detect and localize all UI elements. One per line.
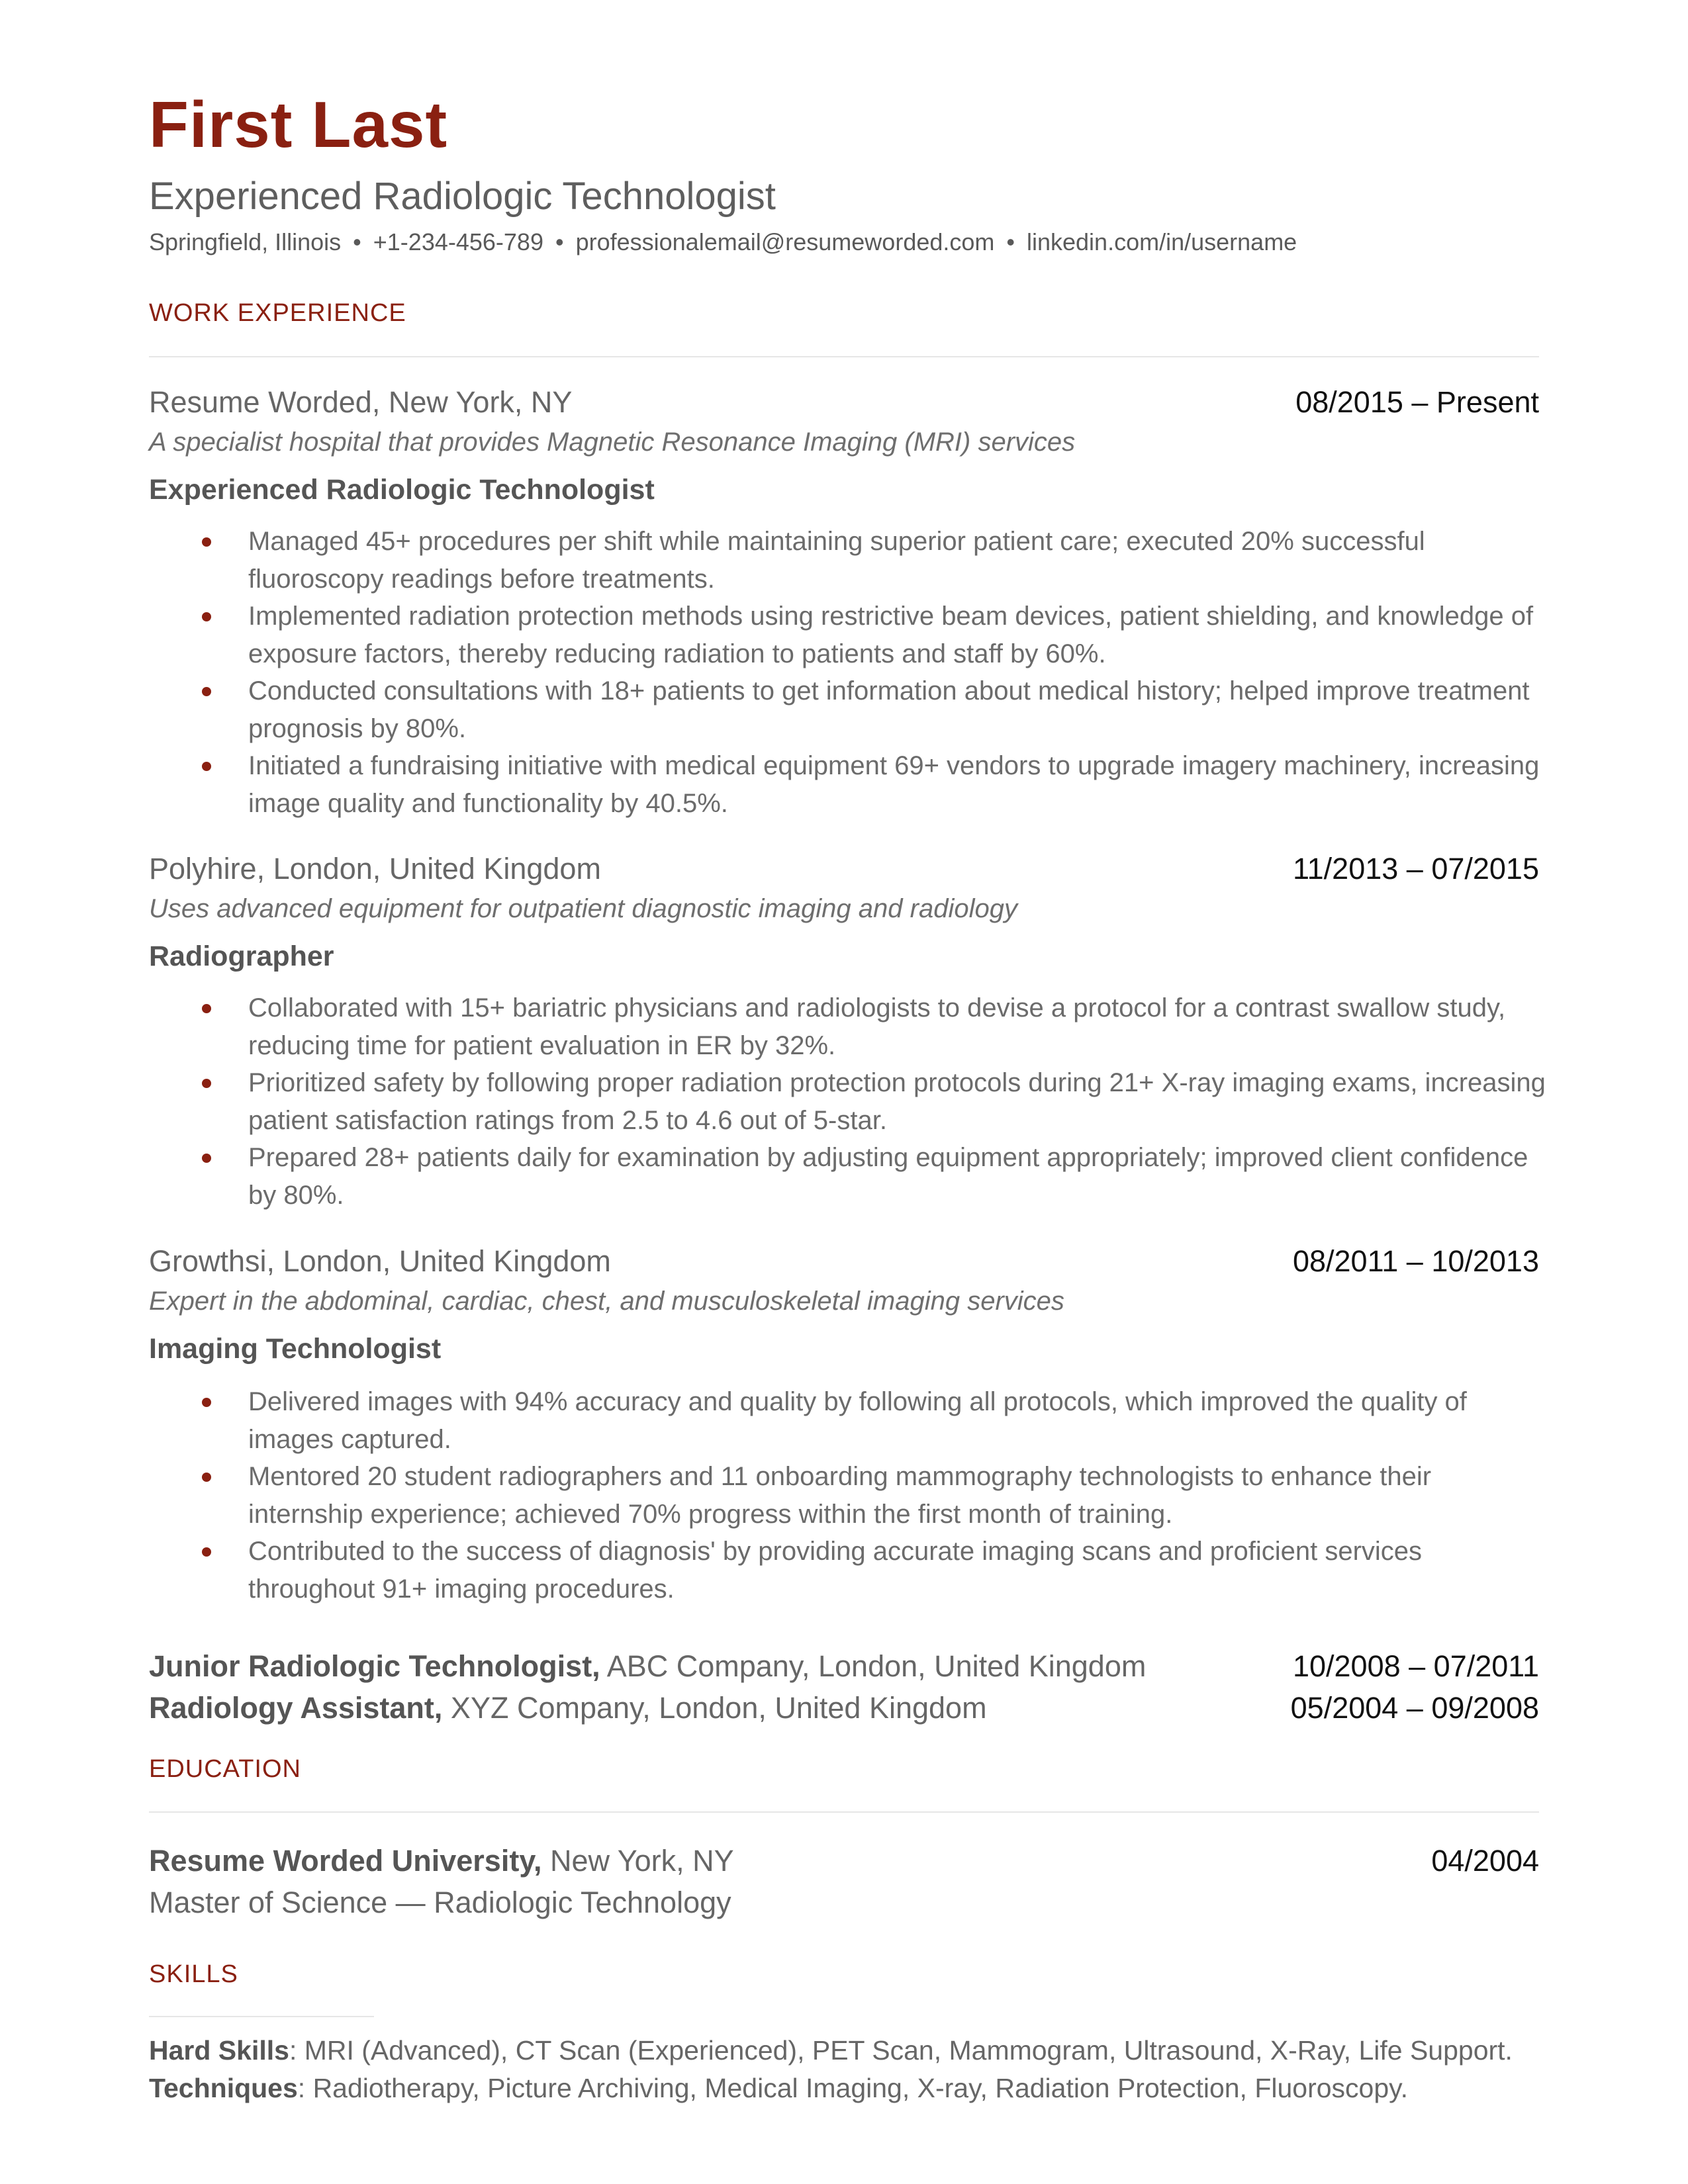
bullet-dot-icon xyxy=(202,1154,211,1163)
education-date: 04/2004 xyxy=(1431,1844,1539,1878)
skills-hard xyxy=(149,2032,1513,2069)
job-description: A specialist hospital that provides Magnetic Resonance Imaging (MRI) services xyxy=(149,428,1076,457)
earlier-role-line xyxy=(149,1648,1146,1685)
skills-tech-value: : Radiotherapy, Picture Archiving, Medical Imaging, X-ray, Radiation Protection, Fluoroscopy. xyxy=(297,2073,1408,2103)
education-school: Resume Worded University, xyxy=(149,1844,542,1878)
job-date: 11/2013 – 07/2015 xyxy=(1292,852,1539,886)
bullet-dot-icon xyxy=(202,1079,211,1088)
skills-hard-value: : MRI (Advanced), CT Scan (Experienced), PET Scan, Mammogram, Ultrasound, X-Ray, Life Support. xyxy=(289,2035,1513,2066)
job-bullets xyxy=(149,1383,1546,1608)
bullet-item: Initiated a fundraising initiative with medical equipment 69+ vendors to upgrade imagery machinery, increasing image quality and functionality by 40.5%. xyxy=(149,747,1546,822)
section-divider xyxy=(149,2016,374,2017)
job-role: Radiographer xyxy=(149,940,334,972)
contact-separator: • xyxy=(1006,228,1015,255)
earlier-role-title: Radiology Assistant, xyxy=(149,1691,443,1725)
contact-location: Springfield, Illinois xyxy=(149,228,342,255)
earlier-role-company: XYZ Company, London, United Kingdom xyxy=(442,1691,987,1725)
bullet-item: Prioritized safety by following proper radiation protection protocols during 21+ X-ray imaging exams, increasing patient satisfaction ratings from 2.5 to 4.6 out of 5-star. xyxy=(149,1064,1546,1139)
bullet-item: Prepared 28+ patients daily for examination by adjusting equipment appropriately; improved client confidence by 80%. xyxy=(149,1139,1546,1214)
job-bullets xyxy=(149,523,1546,822)
bullet-dot-icon xyxy=(202,1398,211,1407)
contact-linkedin[interactable]: linkedin.com/in/username xyxy=(1027,228,1297,255)
contact-line xyxy=(149,226,1297,258)
contact-separator: • xyxy=(353,228,361,255)
bullet-item: Contributed to the success of diagnosis' by providing accurate imaging scans and proficient services throughout 91+ imaging procedures. xyxy=(149,1533,1546,1608)
bullet-dot-icon xyxy=(202,1473,211,1482)
candidate-title: Experienced Radiologic Technologist xyxy=(149,175,776,218)
candidate-name: First Last xyxy=(149,88,448,161)
bullet-item: Collaborated with 15+ bariatric physicians and radiologists to devise a protocol for a contrast swallow study, reducing time for patient evaluation in ER by 32%. xyxy=(149,989,1546,1064)
earlier-role-date: 05/2004 – 09/2008 xyxy=(1290,1691,1539,1725)
job-description: Uses advanced equipment for outpatient diagnostic imaging and radiology xyxy=(149,894,1017,923)
job-company: Resume Worded, New York, NY xyxy=(149,385,573,419)
section-divider xyxy=(149,356,1539,357)
education-location: New York, NY xyxy=(541,1844,734,1878)
education-school-line xyxy=(149,1843,734,1880)
earlier-role-date: 10/2008 – 07/2011 xyxy=(1292,1649,1539,1683)
contact-phone: +1-234-456-789 xyxy=(373,228,543,255)
bullet-dot-icon xyxy=(202,762,211,771)
job-bullets xyxy=(149,989,1546,1214)
bullet-item: Conducted consultations with 18+ patients to get information about medical history; helped improve treatment prognosis by 80%. xyxy=(149,672,1546,747)
bullet-dot-icon xyxy=(202,1547,211,1557)
earlier-role-company: ABC Company, London, United Kingdom xyxy=(600,1649,1147,1683)
contact-email[interactable]: professionalemail@resumeworded.com xyxy=(575,228,995,255)
bullet-item: Managed 45+ procedures per shift while maintaining superior patient care; executed 20% successful fluoroscopy readings before treatments. xyxy=(149,523,1546,598)
job-company: Polyhire, London, United Kingdom xyxy=(149,852,601,886)
section-heading-education: EDUCATION xyxy=(149,1755,301,1783)
job-role: Experienced Radiologic Technologist xyxy=(149,474,655,506)
bullet-item: Mentored 20 student radiographers and 11 onboarding mammography technologists to enhance their internship experience; achieved 70% progress within the first month of training. xyxy=(149,1458,1546,1533)
bullet-dot-icon xyxy=(202,1004,211,1013)
skills-tech-label: Techniques xyxy=(149,2073,298,2103)
bullet-dot-icon xyxy=(202,612,211,621)
earlier-role-line xyxy=(149,1690,987,1727)
section-heading-skills: SKILLS xyxy=(149,1960,238,1988)
job-role: Imaging Technologist xyxy=(149,1333,442,1365)
job-company: Growthsi, London, United Kingdom xyxy=(149,1244,611,1278)
bullet-item: Implemented radiation protection methods using restrictive beam devices, patient shielding, and knowledge of exposure factors, thereby reducing radiation to patients and staff by 60%. xyxy=(149,598,1546,672)
bullet-dot-icon xyxy=(202,537,211,547)
job-date: 08/2015 – Present xyxy=(1295,385,1539,419)
contact-separator: • xyxy=(555,228,564,255)
earlier-role-title: Junior Radiologic Technologist, xyxy=(149,1649,600,1683)
section-divider xyxy=(149,1811,1539,1813)
bullet-item: Delivered images with 94% accuracy and quality by following all protocols, which improved the quality of images captured. xyxy=(149,1383,1546,1458)
bullet-dot-icon xyxy=(202,687,211,696)
job-date: 08/2011 – 10/2013 xyxy=(1292,1244,1539,1278)
section-heading-work: WORK EXPERIENCE xyxy=(149,299,406,327)
education-degree: Master of Science — Radiologic Technology xyxy=(149,1886,731,1919)
skills-hard-label: Hard Skills xyxy=(149,2035,289,2066)
job-description: Expert in the abdominal, cardiac, chest, and musculoskeletal imaging services xyxy=(149,1287,1064,1316)
skills-techniques xyxy=(149,2070,1408,2107)
